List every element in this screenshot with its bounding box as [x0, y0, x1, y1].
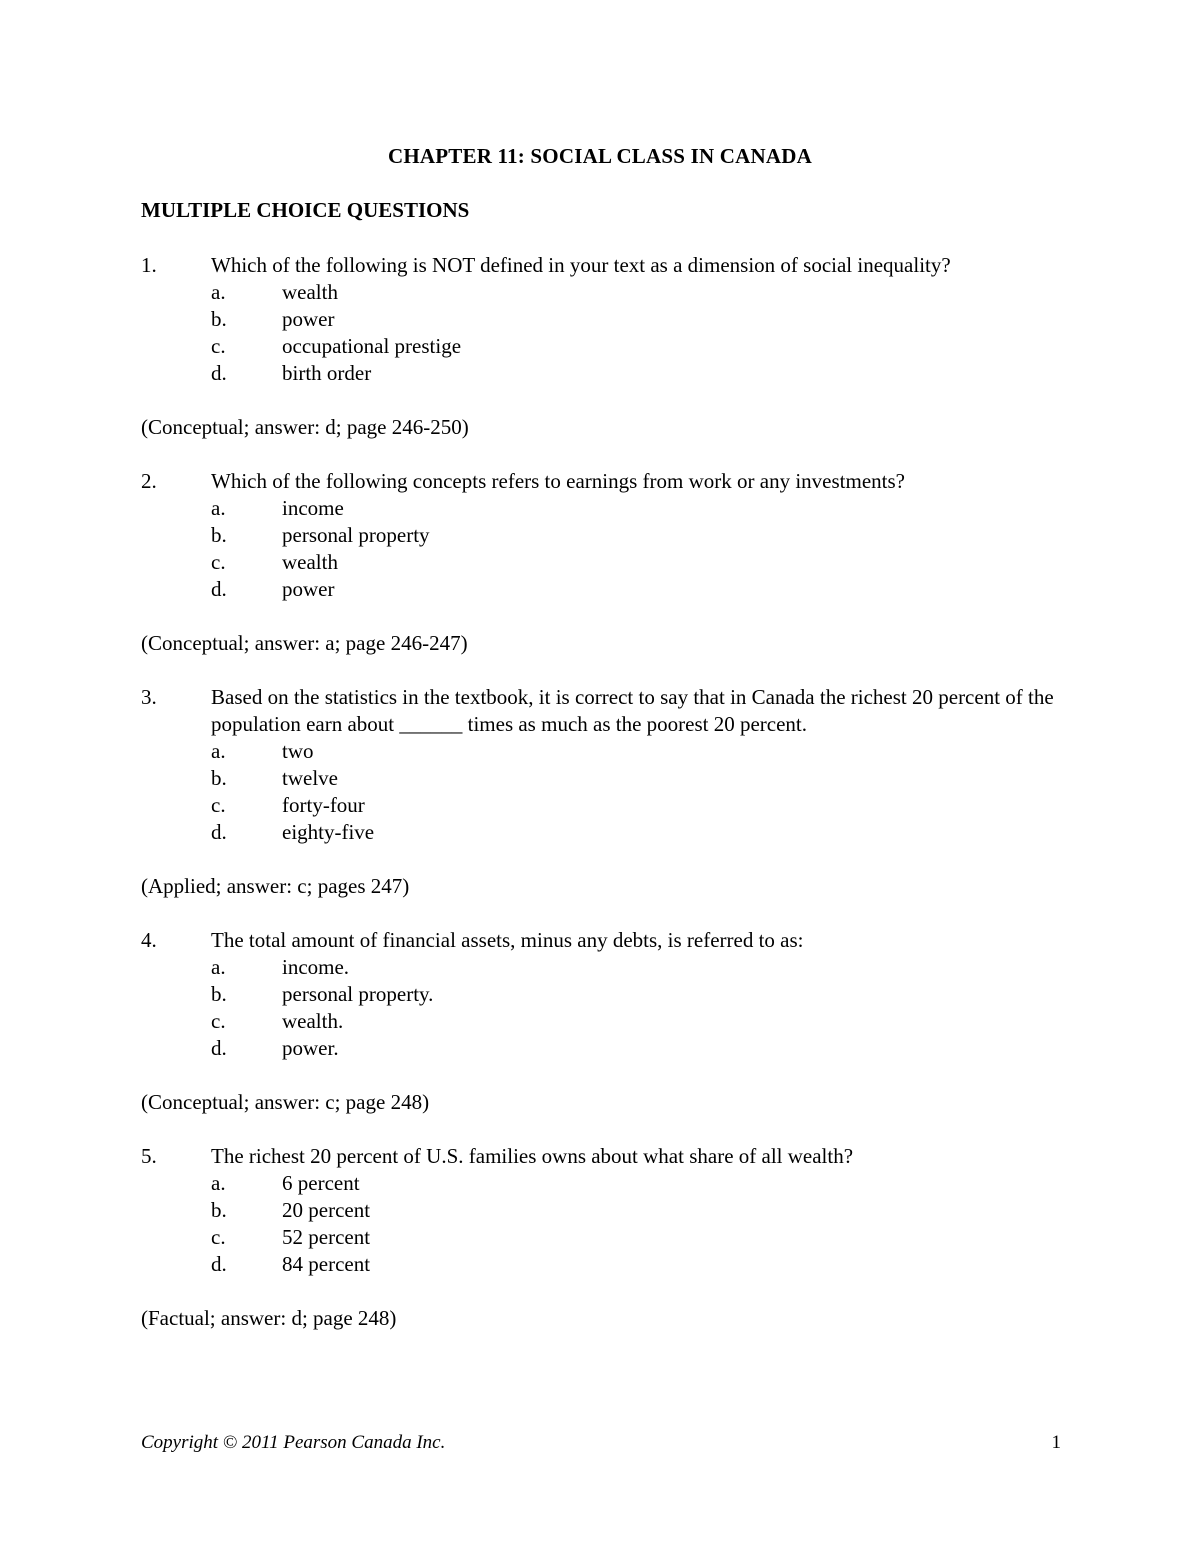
- section-title: MULTIPLE CHOICE QUESTIONS: [141, 198, 470, 222]
- answer-key: (Conceptual; answer: c; page 248): [141, 1090, 430, 1114]
- option-letter: d.: [211, 361, 227, 385]
- question-list: [141, 252, 1061, 1359]
- option-b: [141, 765, 1061, 792]
- option-list: [141, 954, 1061, 1062]
- option-d: [141, 1251, 1061, 1278]
- option-list: [141, 495, 1061, 603]
- option-text: 20 percent: [282, 1198, 371, 1222]
- option-letter: d.: [211, 1252, 227, 1276]
- question-2: [141, 468, 1061, 657]
- question-text: The total amount of financial assets, minus any debts, is referred to as:: [211, 928, 804, 952]
- question-number: 1.: [141, 253, 157, 277]
- question-text: The richest 20 percent of U.S. families owns about what share of all wealth?: [211, 1144, 854, 1168]
- chapter-title: CHAPTER 11: SOCIAL CLASS IN CANADA: [388, 144, 812, 168]
- option-letter: b.: [211, 766, 227, 790]
- option-c: [141, 792, 1061, 819]
- question-number: 3.: [141, 685, 157, 709]
- option-text: birth order: [282, 361, 372, 385]
- option-d: [141, 576, 1061, 603]
- option-letter: d.: [211, 1036, 227, 1060]
- option-letter: a.: [211, 1171, 226, 1195]
- option-text: wealth.: [282, 1009, 344, 1033]
- option-text: 52 percent: [282, 1225, 371, 1249]
- option-letter: a.: [211, 955, 226, 979]
- option-list: [141, 738, 1061, 846]
- question-text: Which of the following concepts refers to earnings from work or any investments?: [211, 469, 905, 493]
- option-text: power: [282, 577, 335, 601]
- option-b: [141, 981, 1061, 1008]
- option-letter: b.: [211, 523, 227, 547]
- answer-key: (Conceptual; answer: d; page 246-250): [141, 415, 469, 439]
- option-d: [141, 360, 1061, 387]
- option-letter: c.: [211, 550, 226, 574]
- option-text: two: [282, 739, 314, 763]
- option-b: [141, 306, 1061, 333]
- option-letter: a.: [211, 280, 226, 304]
- option-list: [141, 279, 1061, 387]
- option-text: forty-four: [282, 793, 365, 817]
- option-a: [141, 954, 1061, 981]
- option-text: twelve: [282, 766, 338, 790]
- option-text: power: [282, 307, 335, 331]
- option-text: income: [282, 496, 344, 520]
- question-5: [141, 1143, 1061, 1332]
- option-letter: c.: [211, 1009, 226, 1033]
- option-text: 84 percent: [282, 1252, 371, 1276]
- page-number: 1: [1051, 1432, 1061, 1453]
- option-text: personal property: [282, 523, 430, 547]
- option-list: [141, 1170, 1061, 1278]
- option-a: [141, 495, 1061, 522]
- option-a: [141, 738, 1061, 765]
- answer-key: (Factual; answer: d; page 248): [141, 1306, 397, 1330]
- option-d: [141, 819, 1061, 846]
- option-letter: d.: [211, 820, 227, 844]
- page-footer: [141, 1432, 1061, 1454]
- option-c: [141, 549, 1061, 576]
- option-a: [141, 279, 1061, 306]
- option-text: occupational prestige: [282, 334, 462, 358]
- question-text: Which of the following is NOT defined in your text as a dimension of social inequality?: [211, 253, 951, 277]
- option-letter: b.: [211, 307, 227, 331]
- option-letter: b.: [211, 1198, 227, 1222]
- option-d: [141, 1035, 1061, 1062]
- option-letter: a.: [211, 739, 226, 763]
- question-1: [141, 252, 1061, 441]
- option-text: wealth: [282, 280, 338, 304]
- option-letter: c.: [211, 793, 226, 817]
- option-a: [141, 1170, 1061, 1197]
- copyright-notice: Copyright © 2011 Pearson Canada Inc.: [141, 1432, 446, 1453]
- question-3: [141, 684, 1061, 900]
- option-c: [141, 1008, 1061, 1035]
- option-text: income.: [282, 955, 350, 979]
- question-number: 5.: [141, 1144, 157, 1168]
- option-c: [141, 333, 1061, 360]
- option-letter: a.: [211, 496, 226, 520]
- option-text: 6 percent: [282, 1171, 360, 1195]
- option-c: [141, 1224, 1061, 1251]
- option-b: [141, 1197, 1061, 1224]
- option-letter: c.: [211, 334, 226, 358]
- option-text: personal property.: [282, 982, 434, 1006]
- option-b: [141, 522, 1061, 549]
- answer-key: (Conceptual; answer: a; page 246-247): [141, 631, 468, 655]
- option-text: power.: [282, 1036, 339, 1060]
- option-text: eighty-five: [282, 820, 375, 844]
- option-text: wealth: [282, 550, 338, 574]
- question-number: 4.: [141, 928, 157, 952]
- question-4: [141, 927, 1061, 1116]
- question-number: 2.: [141, 469, 157, 493]
- option-letter: c.: [211, 1225, 226, 1249]
- option-letter: d.: [211, 577, 227, 601]
- option-letter: b.: [211, 982, 227, 1006]
- question-text: Based on the statistics in the textbook, it is correct to say that in Canada the richest 20 percent of the population earn about ______ times as much as the poorest 20 percent.: [211, 685, 1054, 736]
- answer-key: (Applied; answer: c; pages 247): [141, 874, 410, 898]
